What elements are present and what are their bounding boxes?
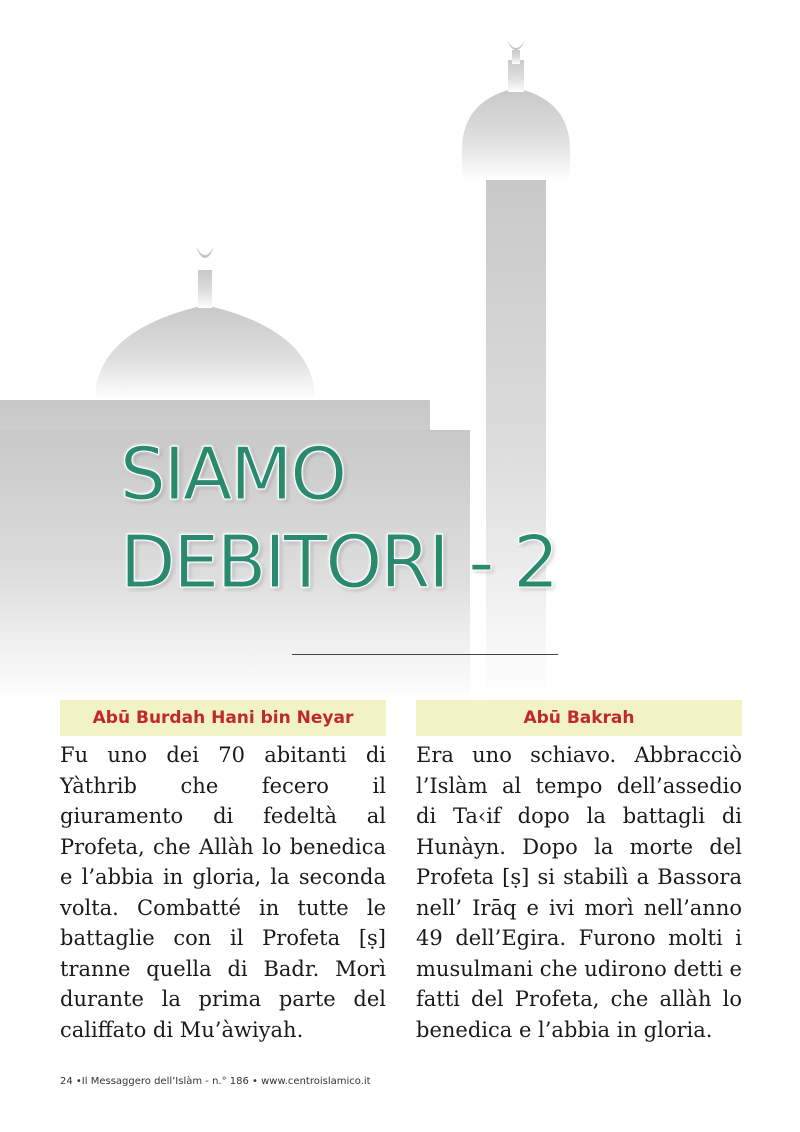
left-column-text: Fu uno dei 70 abitanti di Yàthrib che fecero il giuramento di fedeltà al Profeta, che Allàh lo benedica e l’abbia in gloria, la seconda volta. Combatté in tutte le battaglie con il Profeta [ṣ] tranne quella di Badr. Morì durante la prima parte del califfato di Mu’àwiyah. [60, 743, 386, 1042]
left-column [60, 700, 386, 1066]
title-line-1: SIAMO [120, 432, 345, 516]
right-column-heading: Abū Bakrah [416, 700, 742, 736]
title-line-2: DEBITORI - 2 [120, 520, 558, 604]
right-column-text: Era uno schiavo. Abbracciò l’Islàm al tempo dell’assedio di Ta‹if dopo la battagli di Hunàyn. Dopo la morte del Profeta [ṣ] si stabilì a Bassora nell’ Irāq e ivi morì nell’anno 49 dell’Egira. Furono molti i musulmani che udirono detti e fatti del Profeta, che allàh lo benedica e l’abbia in gloria. [416, 743, 742, 1042]
title-divider [292, 654, 558, 655]
page-title [120, 430, 557, 606]
right-column [416, 700, 742, 1066]
page-footer: 24 •Il Messaggero dell’Islàm - n.° 186 • www.centroislamico.it [60, 1076, 371, 1087]
left-column-heading: Abū Burdah Hani bin Neyar [60, 700, 386, 736]
